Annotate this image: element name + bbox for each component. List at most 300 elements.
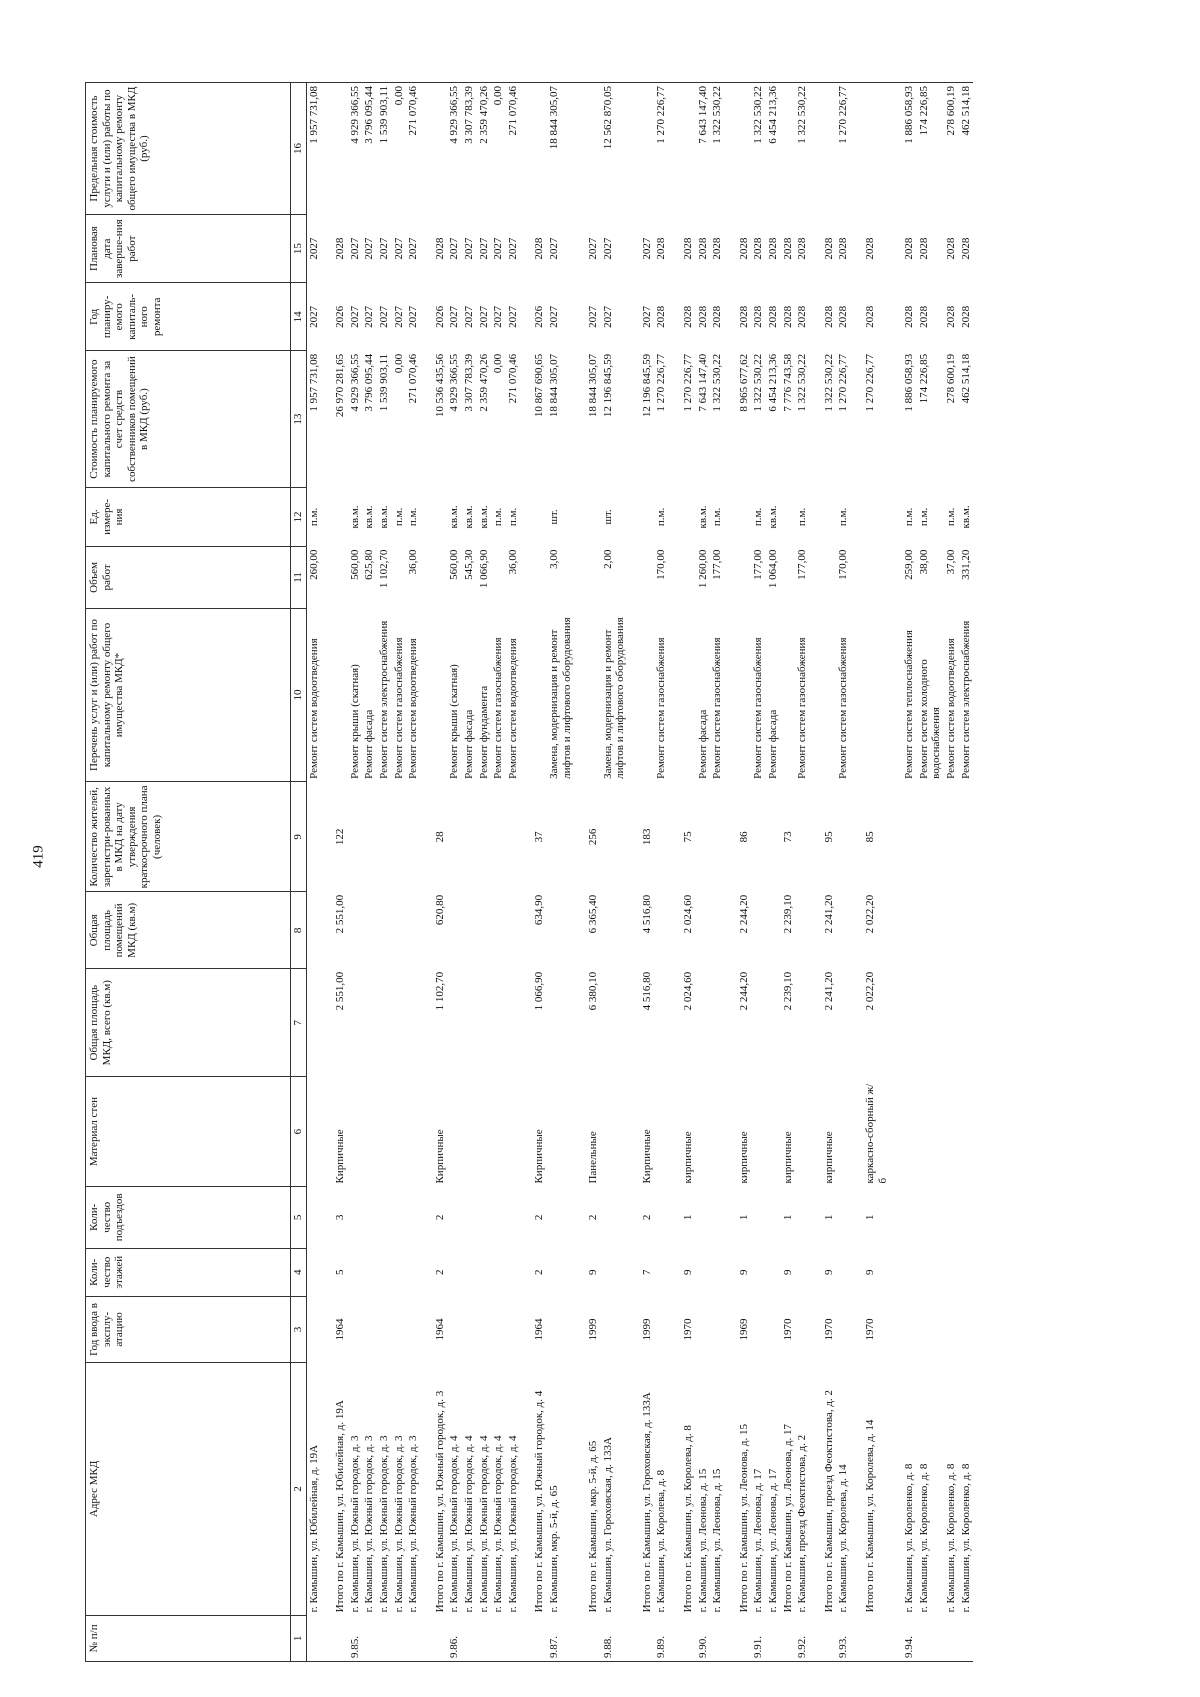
- table-cell: 0,00: [492, 353, 505, 374]
- table-cell: [654, 1187, 669, 1249]
- table-cell: [810, 608, 822, 782]
- table-cell: 2027: [377, 305, 390, 328]
- table-cell: п.м.: [917, 507, 930, 527]
- table-cell: [851, 215, 863, 283]
- table-cell: г. Камышин, ул. Южный городок, д. 4: [477, 1435, 490, 1613]
- table-cell: [737, 547, 752, 609]
- table-cell: [725, 1362, 737, 1615]
- table-cell: [628, 1296, 640, 1362]
- table-row: [795, 83, 810, 1662]
- table-cell: 2027: [477, 305, 490, 328]
- table-cell: Итого по г. Камышин, ул. Южный городок, д. 4: [533, 1390, 546, 1613]
- table-cell: [406, 1077, 421, 1187]
- table-cell: [321, 487, 333, 546]
- table-cell: [640, 1615, 655, 1661]
- table-cell: [725, 215, 737, 283]
- table-cell: [333, 487, 348, 546]
- table-cell: 1970: [781, 1318, 794, 1341]
- table-cell: [421, 487, 433, 546]
- table-cell: кирпичные: [682, 1131, 695, 1184]
- column-number: 14: [291, 283, 307, 351]
- column-header: Адрес МКД: [86, 1362, 291, 1615]
- table-cell: 2028: [796, 237, 809, 260]
- table-cell: [392, 1296, 407, 1362]
- table-cell: [447, 1296, 462, 1362]
- table-cell: [628, 782, 640, 892]
- table-cell: 2028: [822, 305, 835, 328]
- table-row: [333, 83, 348, 1662]
- table-cell: [890, 1248, 902, 1296]
- table-cell: [392, 969, 407, 1077]
- table-cell: [654, 1077, 669, 1187]
- table-cell: 2027: [506, 305, 519, 328]
- table-cell: [944, 1077, 959, 1187]
- table-cell: [681, 547, 696, 609]
- table-cell: [810, 83, 822, 215]
- table-cell: 1 064,00: [767, 549, 780, 589]
- table-cell: [890, 1077, 902, 1187]
- table-cell: [710, 1187, 725, 1249]
- table-cell: [628, 1248, 640, 1296]
- table-cell: 2028: [781, 305, 794, 328]
- table-cell: [321, 351, 333, 487]
- table-cell: [406, 969, 421, 1077]
- table-cell: 1: [822, 1214, 835, 1221]
- column-number: 8: [291, 892, 307, 969]
- table-cell: г. Камышин, ул. Южный городок, д. 4: [448, 1435, 461, 1613]
- table-cell: 2028: [837, 237, 850, 260]
- table-cell: [810, 782, 822, 892]
- table-cell: [433, 1615, 448, 1661]
- table-cell: 6 454 213,36: [766, 83, 781, 215]
- table-cell: [696, 1077, 711, 1187]
- table-cell: [795, 892, 810, 969]
- table-cell: 1970: [682, 1318, 695, 1341]
- table-cell: [737, 83, 752, 215]
- table-cell: [890, 283, 902, 351]
- table-cell: [669, 83, 681, 215]
- table-cell: [654, 969, 669, 1077]
- table-cell: 2028: [796, 305, 809, 328]
- table-cell: Кирпичные: [433, 1129, 446, 1184]
- table-cell: [681, 608, 696, 782]
- table-cell: [725, 1296, 737, 1362]
- table-cell: [421, 1362, 433, 1615]
- capital-repair-table: [85, 82, 973, 1662]
- table-cell: [321, 547, 333, 609]
- table-cell: [725, 608, 737, 782]
- table-cell: [725, 1187, 737, 1249]
- table-cell: 2 244,20: [737, 971, 750, 1011]
- table-cell: 1970: [864, 1318, 876, 1341]
- table-cell: [766, 1187, 781, 1249]
- table-row: [863, 83, 890, 1662]
- table-cell: Итого по г. Камышин, мкр. 5-й, д. 65: [587, 1440, 600, 1613]
- table-cell: 2027: [348, 237, 361, 260]
- table-cell: Ремонт систем водоотведения: [506, 638, 519, 779]
- table-row: [628, 83, 640, 1662]
- table-cell: [348, 1296, 363, 1362]
- table-cell: п.м.: [796, 507, 809, 527]
- table-cell: 2027: [587, 237, 600, 260]
- table-cell: [669, 1362, 681, 1615]
- table-cell: [628, 83, 640, 215]
- table-cell: [851, 608, 863, 782]
- table-cell: 2028: [737, 305, 750, 328]
- rotated-page: [85, 82, 973, 1662]
- table-cell: [628, 283, 640, 351]
- table-cell: Итого по г. Камышин, ул. Юбилейная, д. 19А: [334, 1400, 347, 1613]
- table-cell: 9.89.: [654, 1615, 669, 1661]
- column-number: 6: [291, 1077, 307, 1187]
- table-cell: 1: [682, 1214, 695, 1221]
- table-cell: [333, 608, 348, 782]
- table-row: [462, 83, 477, 1662]
- table-cell: [725, 1248, 737, 1296]
- table-cell: [795, 1077, 810, 1187]
- table-cell: 18 844 305,07: [587, 353, 600, 418]
- table-cell: 174 226,85: [917, 83, 944, 215]
- table-cell: 2 239,10: [781, 971, 794, 1011]
- table-cell: [348, 1248, 363, 1296]
- table-cell: [959, 1077, 974, 1187]
- table-cell: 2 241,20: [822, 971, 835, 1011]
- table-cell: [601, 1248, 628, 1296]
- table-cell: 2027: [640, 305, 653, 328]
- table-cell: [902, 782, 917, 892]
- table-cell: [822, 1615, 837, 1661]
- column-number: 1: [291, 1615, 307, 1661]
- table-cell: [433, 487, 448, 546]
- table-cell: [696, 1296, 711, 1362]
- table-cell: 26 970 281,65: [334, 353, 347, 418]
- table-cell: [890, 608, 902, 782]
- table-cell: 2: [640, 1214, 653, 1221]
- table-cell: 2 241,20: [822, 894, 835, 934]
- table-cell: [321, 1296, 333, 1362]
- table-cell: [654, 782, 669, 892]
- table-cell: [520, 608, 532, 782]
- table-cell: [710, 1248, 725, 1296]
- table-cell: [321, 608, 333, 782]
- table-cell: 2027: [640, 237, 653, 260]
- table-cell: 2028: [944, 237, 957, 260]
- table-cell: [406, 1296, 421, 1362]
- table-cell: [447, 1077, 462, 1187]
- table-cell: [669, 1615, 681, 1661]
- table-cell: [547, 969, 574, 1077]
- table-cell: п.м.: [392, 507, 405, 527]
- table-cell: [959, 782, 974, 892]
- table-cell: 2028: [917, 305, 930, 328]
- table-cell: 331,20: [959, 549, 972, 580]
- table-cell: [696, 892, 711, 969]
- table-cell: Кирпичные: [640, 1129, 653, 1184]
- table-cell: [902, 1248, 917, 1296]
- table-cell: [306, 1187, 321, 1249]
- table-cell: [737, 1615, 752, 1661]
- table-cell: [959, 892, 974, 969]
- table-cell: 2028: [903, 237, 916, 260]
- table-cell: 2028: [334, 237, 347, 260]
- table-cell: [725, 782, 737, 892]
- table-cell: 1 322 530,22: [711, 353, 724, 412]
- table-cell: [851, 1248, 863, 1296]
- table-cell: г. Камышин, ул. Королева, д. 14: [837, 1464, 850, 1613]
- table-cell: [681, 1615, 696, 1661]
- table-cell: [321, 1248, 333, 1296]
- table-cell: [725, 351, 737, 487]
- table-cell: [406, 892, 421, 969]
- table-cell: [462, 1296, 477, 1362]
- table-cell: [520, 351, 532, 487]
- table-cell: [421, 892, 433, 969]
- table-cell: 9: [864, 1269, 876, 1276]
- page-number: 419: [30, 845, 47, 868]
- table-cell: кирпичные: [737, 1131, 750, 1184]
- table-cell: 86: [737, 831, 750, 843]
- table-cell: [944, 892, 959, 969]
- table-cell: [321, 215, 333, 283]
- table-cell: [462, 782, 477, 892]
- table-cell: 3,00: [547, 549, 560, 569]
- table-cell: [681, 487, 696, 546]
- table-cell: [902, 1296, 917, 1362]
- table-cell: [406, 1187, 421, 1249]
- table-cell: [362, 1296, 377, 1362]
- table-cell: [890, 1187, 902, 1249]
- table-cell: [362, 1248, 377, 1296]
- table-cell: 2028: [837, 305, 850, 328]
- table-cell: 2027: [348, 305, 361, 328]
- table-cell: [863, 83, 890, 215]
- table-cell: [392, 782, 407, 892]
- table-cell: [810, 547, 822, 609]
- table-cell: [737, 608, 752, 782]
- table-cell: 2 022,20: [864, 971, 876, 1011]
- table-cell: 2028: [682, 305, 695, 328]
- table-cell: [810, 1296, 822, 1362]
- column-header: Количество жителей, зарегистри-рованных в МКД на дату утверждения краткосрочного плана (человек): [86, 782, 291, 892]
- table-cell: [362, 1615, 377, 1661]
- table-cell: [766, 969, 781, 1077]
- table-cell: 3 307 783,39: [462, 353, 475, 412]
- table-cell: [421, 1615, 433, 1661]
- table-cell: 2027: [587, 305, 600, 328]
- table-cell: [795, 969, 810, 1077]
- table-cell: [781, 83, 796, 215]
- table-cell: [421, 83, 433, 215]
- table-cell: [710, 1296, 725, 1362]
- table-cell: Ремонт систем газоснабжения: [492, 637, 505, 779]
- header-row: [86, 83, 291, 1662]
- table-cell: [781, 1615, 796, 1661]
- table-cell: [710, 1615, 725, 1661]
- table-cell: [766, 782, 781, 892]
- table-cell: [654, 1248, 669, 1296]
- table-cell: [959, 1615, 974, 1661]
- table-cell: [640, 83, 655, 215]
- table-cell: [795, 1296, 810, 1362]
- table-cell: 2,00: [601, 549, 614, 569]
- table-cell: [574, 1248, 586, 1296]
- table-cell: [462, 1615, 477, 1661]
- table-cell: 9.92.: [795, 1615, 810, 1661]
- table-cell: [506, 1248, 521, 1296]
- table-row: [506, 83, 521, 1662]
- table-cell: [601, 1296, 628, 1362]
- table-cell: [506, 1077, 521, 1187]
- table-cell: [447, 1187, 462, 1249]
- table-cell: [421, 1077, 433, 1187]
- table-cell: [491, 782, 506, 892]
- table-row: [696, 83, 711, 1662]
- table-cell: 271 070,46: [506, 83, 521, 215]
- table-cell: [377, 1187, 392, 1249]
- table-cell: [491, 1248, 506, 1296]
- table-cell: Ремонт крыши (скатная): [348, 664, 361, 779]
- table-cell: кирпичные: [822, 1131, 835, 1184]
- table-cell: [628, 969, 640, 1077]
- table-cell: 2 239,10: [781, 894, 794, 934]
- table-cell: [520, 892, 532, 969]
- column-header: Год планиру-емого капиталь-ного ремонта: [86, 283, 291, 351]
- table-cell: 2028: [959, 237, 972, 260]
- table-cell: 73: [781, 831, 794, 843]
- table-cell: 1 270 226,77: [836, 83, 851, 215]
- table-cell: [851, 1615, 863, 1661]
- table-cell: [348, 782, 363, 892]
- table-cell: [851, 1077, 863, 1187]
- table-cell: [917, 1077, 944, 1187]
- table-cell: [520, 782, 532, 892]
- table-cell: 2 359 470,26: [477, 353, 490, 412]
- table-cell: 1: [781, 1214, 794, 1221]
- table-row: [836, 83, 851, 1662]
- table-cell: 2027: [307, 237, 320, 260]
- table-cell: [321, 1077, 333, 1187]
- table-cell: 1964: [533, 1318, 546, 1341]
- table-cell: [810, 351, 822, 487]
- table-cell: 2027: [392, 305, 405, 328]
- table-cell: 1: [737, 1214, 750, 1221]
- table-cell: [628, 1362, 640, 1615]
- column-number: 15: [291, 215, 307, 283]
- table-cell: [506, 892, 521, 969]
- table-cell: [669, 487, 681, 546]
- table-cell: г. Камышин, ул. Леонова, д. 15: [711, 1468, 724, 1613]
- table-cell: г. Камышин, ул. Гороховская, д. 133А: [601, 1437, 614, 1613]
- table-cell: 1 066,90: [477, 549, 490, 589]
- table-cell: [710, 1077, 725, 1187]
- table-cell: [433, 608, 448, 782]
- table-cell: 2028: [752, 237, 765, 260]
- table-cell: 4 929 366,55: [348, 83, 363, 215]
- table-row: [890, 83, 902, 1662]
- table-cell: 560,00: [348, 549, 361, 580]
- table-cell: [321, 892, 333, 969]
- table-cell: [851, 1296, 863, 1362]
- table-cell: [959, 1187, 974, 1249]
- table-cell: 2028: [533, 237, 546, 260]
- table-cell: [890, 83, 902, 215]
- table-cell: 4 929 366,55: [448, 353, 461, 412]
- table-cell: 3 796 095,44: [362, 83, 377, 215]
- column-number: 4: [291, 1248, 307, 1296]
- table-cell: [851, 351, 863, 487]
- table-cell: 7 643 147,40: [696, 353, 709, 412]
- column-header: Общая площадь МКД, всего (кв.м): [86, 969, 291, 1077]
- table-cell: [421, 215, 433, 283]
- table-cell: [810, 215, 822, 283]
- table-cell: [810, 969, 822, 1077]
- table-cell: г. Камышин, ул. Короленко, д. 8: [959, 1463, 972, 1613]
- table-cell: [377, 1077, 392, 1187]
- column-header: Плановая дата заверше-ния работ: [86, 215, 291, 283]
- table-cell: 2028: [696, 305, 709, 328]
- table-cell: [751, 1077, 766, 1187]
- table-cell: [851, 1362, 863, 1615]
- table-cell: г. Камышин, проезд Феоктистова, д. 2: [796, 1434, 809, 1613]
- table-cell: [725, 969, 737, 1077]
- table-cell: 2026: [533, 305, 546, 328]
- column-number: 16: [291, 83, 307, 215]
- table-cell: [890, 969, 902, 1077]
- table-cell: [725, 487, 737, 546]
- table-cell: [669, 782, 681, 892]
- table-cell: п.м.: [711, 507, 724, 527]
- table-cell: г. Камышин, ул. Южный городок, д. 4: [462, 1435, 475, 1613]
- table-cell: Замена, модернизация и ремонт лифтов и лифтового оборудования: [601, 617, 627, 779]
- table-cell: кв.м.: [767, 505, 780, 529]
- table-cell: [520, 1362, 532, 1615]
- table-cell: 4 929 366,55: [447, 83, 462, 215]
- table-cell: [669, 608, 681, 782]
- table-cell: [574, 83, 586, 215]
- table-cell: 462 514,18: [959, 353, 972, 404]
- table-row: [421, 83, 433, 1662]
- table-cell: 2027: [477, 237, 490, 260]
- table-cell: Ремонт систем газоснабжения: [711, 637, 724, 779]
- table-cell: Итого по г. Камышин, ул. Южный городок, д. 3: [433, 1390, 446, 1613]
- table-cell: 2027: [448, 305, 461, 328]
- table-cell: [766, 1296, 781, 1362]
- table-cell: Ремонт систем газоснабжения: [752, 637, 765, 779]
- table-cell: [640, 487, 655, 546]
- table-cell: [890, 351, 902, 487]
- table-row: [710, 83, 725, 1662]
- table-cell: [321, 1615, 333, 1661]
- table-cell: 271 070,46: [407, 353, 420, 404]
- column-number: 13: [291, 351, 307, 487]
- table-cell: [781, 608, 796, 782]
- table-cell: 177,00: [752, 549, 765, 580]
- table-cell: п.м.: [407, 507, 420, 527]
- table-cell: [851, 83, 863, 215]
- table-row: [822, 83, 837, 1662]
- table-cell: [491, 547, 506, 609]
- table-cell: г. Камышин, ул. Южный городок, д. 4: [506, 1435, 519, 1613]
- table-cell: [836, 1187, 851, 1249]
- table-cell: [421, 283, 433, 351]
- table-cell: 1 270 226,77: [654, 83, 669, 215]
- table-cell: 3 796 095,44: [363, 353, 376, 412]
- table-cell: [392, 1248, 407, 1296]
- table-cell: 1969: [737, 1318, 750, 1341]
- column-header: Стоимость планируемого капитального ремонта за счет средств собственников помещений в МКД (руб.): [86, 351, 291, 487]
- table-cell: [506, 1296, 521, 1362]
- table-cell: 9.85.: [348, 1615, 363, 1661]
